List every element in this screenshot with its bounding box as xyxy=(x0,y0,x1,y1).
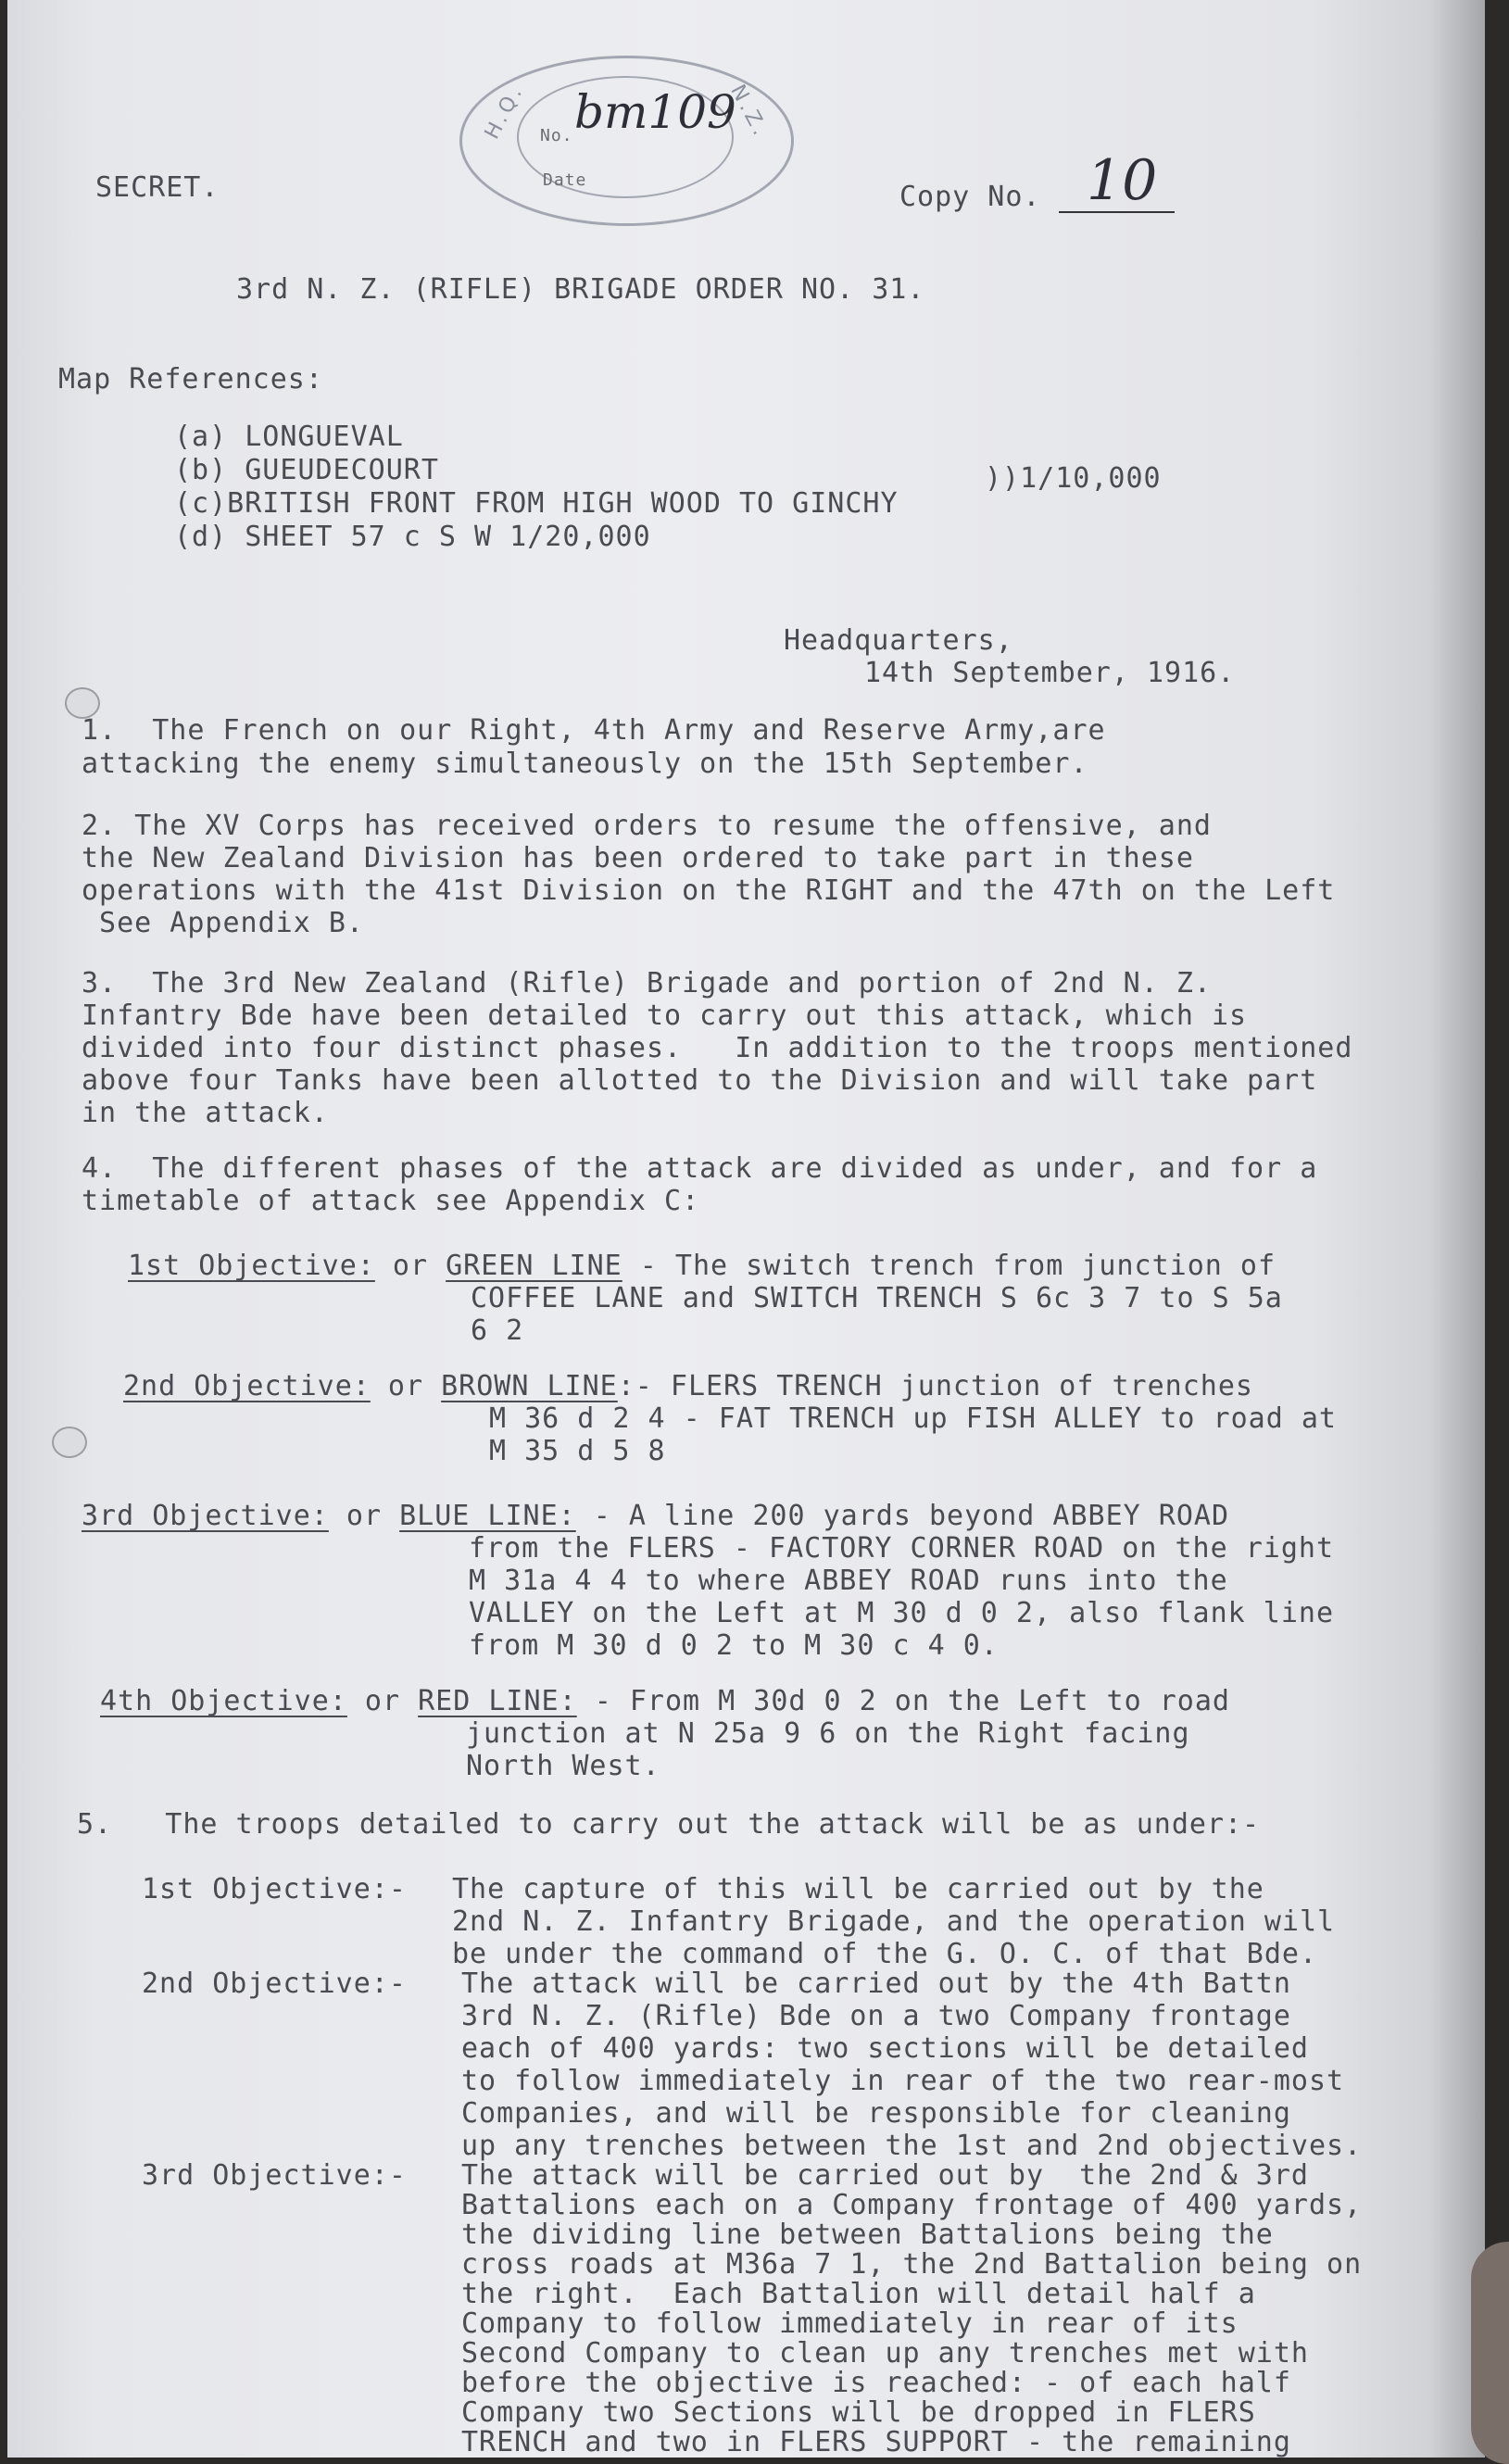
assignment-3-line-3: the dividing line between Battalions being the xyxy=(461,2219,1274,2251)
assignment-3-line-1: The attack will be carried out by the 2nd & 3rd xyxy=(461,2159,1309,2192)
para-2-line-3: operations with the 41st Division on the RIGHT and the 47th on the Left xyxy=(82,874,1336,907)
para-3-line-4: above four Tanks have been allotted to the Division and will take part xyxy=(82,1064,1318,1097)
para-2-line-1: 2. The XV Corps has received orders to resume the offensive, and xyxy=(82,810,1212,842)
assignment-2-line-6: up any trenches between the 1st and 2nd objectives. xyxy=(461,2130,1363,2162)
map-reference-d: (d) SHEET 57 c S W 1/20,000 xyxy=(174,521,651,553)
page-edge-shadow xyxy=(1429,0,1485,2458)
para-1-line-1: 1. The French on our Right, 4th Army and Reserve Army,are xyxy=(82,714,1106,747)
para-3-line-2: Infantry Bde have been detailed to carry out this attack, which is xyxy=(82,999,1248,1032)
objective-3-text-2: from the FLERS - FACTORY CORNER ROAD on the right xyxy=(469,1532,1335,1565)
assignment-1-line-3: be under the command of the G. O. C. of that Bde. xyxy=(452,1938,1318,1970)
assignment-2-line-1: The attack will be carried out by the 4th Battn xyxy=(461,1967,1291,2000)
objective-3-text-3: M 31a 4 4 to where ABBEY ROAD runs into the xyxy=(469,1565,1228,1597)
assignment-3-label: 3rd Objective:- xyxy=(142,2159,407,2192)
para-2-line-4: See Appendix B. xyxy=(82,907,364,939)
objective-2-or: or xyxy=(370,1370,442,1402)
assignment-3-line-8: before the objective is reached: - of each half xyxy=(461,2367,1291,2399)
copy-label: Copy No. xyxy=(899,181,1041,213)
map-reference-c: (c)BRITISH FRONT FROM HIGH WOOD TO GINCHY xyxy=(174,487,899,520)
order-title: 3rd N. Z. (RIFLE) BRIGADE ORDER NO. 31. xyxy=(236,273,925,306)
objective-2 xyxy=(123,1371,1253,1402)
para-3-line-5: in the attack. xyxy=(82,1097,329,1129)
assignment-1-label: 1st Objective:- xyxy=(142,1873,407,1905)
assignment-3-line-6: Company to follow immediately in rear of its xyxy=(461,2307,1239,2340)
assignment-3-line-4: cross roads at M36a 7 1, the 2nd Battalion being on xyxy=(461,2248,1363,2281)
stamp-date-label: Date xyxy=(543,170,587,190)
objective-1-text-2: COFFEE LANE and SWITCH TRENCH S 6c 3 7 to S 5a xyxy=(471,1282,1283,1314)
assignment-3-line-10: TRENCH and two in FLERS SUPPORT - the remaining xyxy=(461,2426,1291,2458)
objective-2-line: BROWN LINE xyxy=(441,1370,618,1402)
assignment-3-line-2: Battalions each on a Company frontage of 400 yards, xyxy=(461,2189,1363,2221)
map-references-heading: Map References: xyxy=(58,363,323,396)
para-4-line-2: timetable of attack see Appendix C: xyxy=(82,1185,700,1217)
objective-3-text-5: from M 30 d 0 2 to M 30 c 4 0. xyxy=(469,1629,999,1662)
assignment-3-line-5: the right. Each Battalion will detail half a xyxy=(461,2278,1256,2310)
assignment-1-line-1: The capture of this will be carried out by the xyxy=(452,1873,1264,1905)
objective-1-line: GREEN LINE xyxy=(446,1250,622,1282)
origin-place: Headquarters, xyxy=(784,624,1013,657)
objective-4-text-2: junction at N 25a 9 6 on the Right facing xyxy=(466,1717,1190,1750)
assignment-2-line-4: to follow immediately in rear of the two rear-most xyxy=(461,2065,1345,2097)
stamp-number-handwritten: bm109 xyxy=(574,85,736,139)
assignment-2-line-5: Companies, and will be responsible for cleaning xyxy=(461,2097,1291,2130)
stamp-ring-text-right: N.Z. xyxy=(725,81,773,143)
objective-3-label: 3rd Objective: xyxy=(82,1500,329,1532)
assignment-2-label: 2nd Objective:- xyxy=(142,1967,407,2000)
objective-4-text-1: - From M 30d 0 2 on the Left to road xyxy=(576,1685,1230,1717)
objective-1-text-3: 6 2 xyxy=(471,1314,524,1347)
assignment-1-line-2: 2nd N. Z. Infantry Brigade, and the operation will xyxy=(452,1905,1336,1938)
stamp-no-label: No. xyxy=(540,126,573,145)
map-reference-a: (a) LONGUEVAL xyxy=(174,421,404,453)
objective-2-text-2: M 36 d 2 4 - FAT TRENCH up FISH ALLEY to road at xyxy=(489,1402,1337,1435)
document-page xyxy=(7,0,1485,2458)
objective-2-label: 2nd Objective: xyxy=(123,1370,371,1402)
para-1-line-2: attacking the enemy simultaneously on the 15th September. xyxy=(82,748,1088,780)
objective-1-or: or xyxy=(374,1250,446,1282)
stamp-ring-text-left: H.Q. xyxy=(480,80,529,144)
objective-1 xyxy=(128,1251,1276,1282)
objective-4 xyxy=(100,1686,1230,1717)
objective-4-line: RED LINE: xyxy=(418,1685,577,1717)
copy-number-handwritten: 10 xyxy=(1087,148,1158,213)
punch-hole-bottom xyxy=(52,1427,87,1458)
para-5-intro: 5. The troops detailed to carry out the attack will be as under:- xyxy=(77,1808,1261,1841)
origin-date: 14th September, 1916. xyxy=(864,657,1236,689)
objective-3-line: BLUE LINE: xyxy=(399,1500,576,1532)
para-4-line-1: 4. The different phases of the attack are divided as under, and for a xyxy=(82,1152,1318,1185)
objective-4-text-3: North West. xyxy=(466,1750,660,1782)
assignment-2-line-2: 3rd N. Z. (Rifle) Bde on a two Company frontage xyxy=(461,2000,1291,2032)
objective-4-or: or xyxy=(346,1685,419,1717)
objective-4-label: 4th Objective: xyxy=(100,1685,347,1717)
assignment-3-line-7: Second Company to clean up any trenches met with xyxy=(461,2337,1309,2370)
para-2-line-2: the New Zealand Division has been ordered to take part in these xyxy=(82,842,1194,874)
map-reference-b: (b) GUEUDECOURT xyxy=(174,454,439,486)
objective-2-text-1: :- FLERS TRENCH junction of trenches xyxy=(617,1370,1253,1402)
assignment-3-line-9: Company two Sections will be dropped in FLERS xyxy=(461,2396,1256,2429)
objective-1-text-1: - The switch trench from junction of xyxy=(622,1250,1276,1282)
objective-1-label: 1st Objective: xyxy=(128,1250,375,1282)
objective-3 xyxy=(82,1501,1229,1532)
para-3-line-3: divided into four distinct phases. In addition to the troops mentioned xyxy=(82,1032,1353,1064)
objective-3-or: or xyxy=(328,1500,400,1532)
thumb xyxy=(1471,2242,1509,2464)
objective-3-text-4: VALLEY on the Left at M 30 d 0 2, also flank line xyxy=(469,1597,1335,1629)
map-references-scale: ))1/10,000 xyxy=(985,462,1162,495)
assignment-2-line-3: each of 400 yards: two sections will be detailed xyxy=(461,2032,1309,2065)
para-3-line-1: 3. The 3rd New Zealand (Rifle) Brigade and portion of 2nd N. Z. xyxy=(82,967,1212,999)
objective-2-text-3: M 35 d 5 8 xyxy=(489,1435,666,1467)
objective-3-text-1: - A line 200 yards beyond ABBEY ROAD xyxy=(575,1500,1230,1532)
classification-label: SECRET. xyxy=(95,171,220,204)
